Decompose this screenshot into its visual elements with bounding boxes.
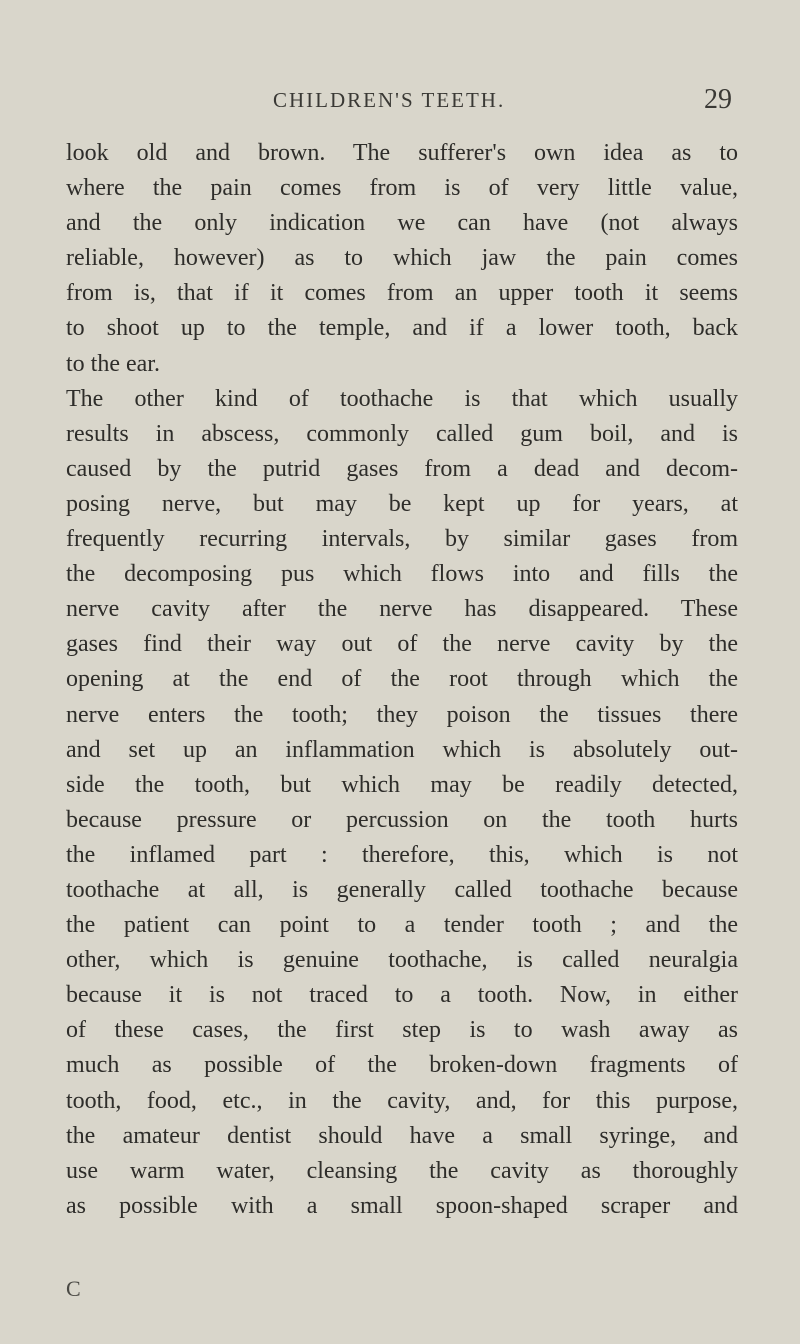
text-line-1: look old and brown. The sufferer's own idea as to: [66, 140, 738, 166]
text-line-29: the amateur dentist should have a small syringe, and: [66, 1122, 738, 1149]
text-line-24: other, which is genuine toothache, is called neuralgia: [66, 947, 738, 974]
text-line-19: side the tooth, but which may be readily detected,: [66, 771, 738, 798]
signature-mark: C: [66, 1276, 81, 1301]
text-line-23: the patient can point to a tender tooth ; and the: [66, 912, 738, 939]
text-line-28: tooth, food, etc., in the cavity, and, for this purpose,: [66, 1087, 738, 1114]
text-line-31: as possible with a small spoon-shaped scraper and: [66, 1192, 738, 1219]
text-line-27: much as possible of the broken-down fragments of: [66, 1052, 738, 1079]
text-line-15: gases find their way out of the nerve cavity by the: [66, 631, 738, 658]
text-line-10: caused by the putrid gases from a dead and decom-: [66, 455, 738, 482]
page-header: [0, 84, 800, 120]
text-line-20: because pressure or percussion on the tooth hurts: [66, 806, 738, 833]
text-line-6: to shoot up to the temple, and if a lower tooth, back: [66, 315, 738, 342]
running-head: CHILDREN'S TEETH.: [273, 88, 506, 112]
text-line-22: toothache at all, is generally called toothache because: [66, 876, 738, 903]
text-line-17: nerve enters the tooth; they poison the tissues there: [66, 701, 738, 728]
text-line-11: posing nerve, but may be kept up for years, at: [66, 490, 738, 517]
text-line-25: because it is not traced to a tooth. Now, in either: [66, 982, 738, 1009]
text-line-13: the decomposing pus which flows into and fills the: [66, 561, 738, 588]
text-line-12: frequently recurring intervals, by similar gases from: [66, 526, 738, 553]
text-line-18: and set up an inflammation which is absolutely out-: [66, 736, 738, 763]
text-line-4: reliable, however) as to which jaw the pain comes: [66, 245, 738, 272]
text-line-9: results in abscess, commonly called gum boil, and is: [66, 420, 738, 447]
body-text: [66, 136, 738, 1224]
text-line-14: nerve cavity after the nerve has disappeared. These: [66, 596, 738, 623]
text-line-3: and the only indication we can have (not always: [66, 210, 738, 237]
text-line-5: from is, that if it comes from an upper tooth it seems: [66, 280, 738, 307]
text-line-30: use warm water, cleansing the cavity as thoroughly: [66, 1157, 738, 1184]
text-line-7: to the ear.: [66, 350, 160, 377]
page-number: 29: [704, 84, 732, 115]
text-line-26: of these cases, the first step is to wash away as: [66, 1017, 738, 1044]
text-line-8: The other kind of toothache is that which usually: [66, 385, 738, 412]
text-line-21: the inflamed part : therefore, this, which is not: [66, 841, 738, 868]
text-line-16: opening at the end of the root through which the: [66, 666, 738, 693]
text-line-2: where the pain comes from is of very little value,: [66, 175, 738, 202]
